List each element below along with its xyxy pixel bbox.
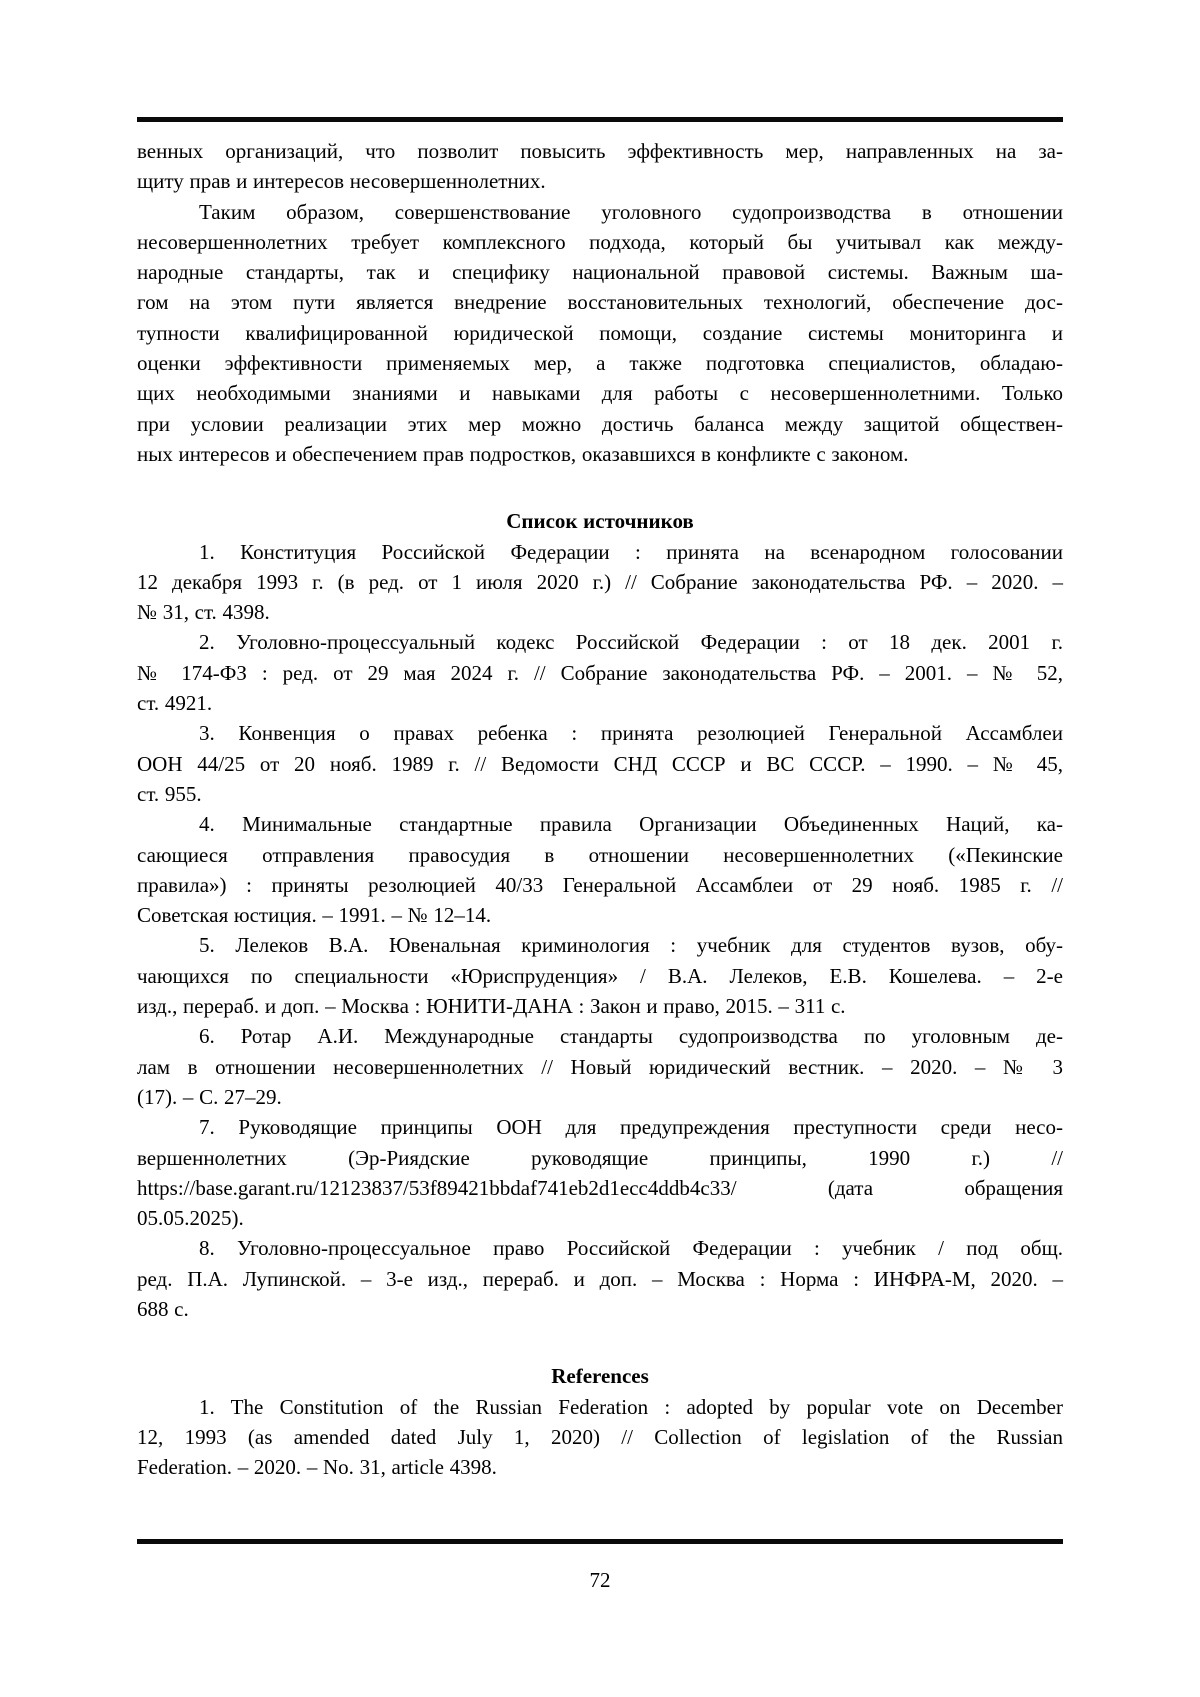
text-line: 688 с. (137, 1296, 189, 1321)
text-line: правила») : приняты резолюцией 40/33 Генеральной Ассамблеи от 29 нояб. 1985 г. // (137, 872, 1063, 897)
text-line: ных интересов и обеспечением прав подростков, оказавшихся в конфликте с законом. (137, 441, 909, 466)
text-line: лам в отношении несовершеннолетних // Новый юридический вестник. – 2020. – № 3 (137, 1054, 1063, 1079)
text-line: щих необходимыми знаниями и навыками для работы с несовершеннолетними. Только (137, 381, 1063, 406)
paragraph (137, 197, 1063, 470)
text-line: Federation. – 2020. – No. 31, article 4398. (137, 1455, 497, 1480)
text-line: 8. Уголовно-процессуальное право Российской Федерации : учебник / под общ. (199, 1236, 1063, 1261)
paragraph (137, 718, 1063, 809)
text-line: 5. Лелеков В.А. Ювенальная криминология : учебник для студентов вузов, обу- (199, 933, 1063, 958)
references-heading: References (551, 1364, 649, 1389)
text-line: 12 декабря 1993 г. (в ред. от 1 июля 2020 г.) // Собрание законодательства РФ. – 2020. – (137, 569, 1063, 594)
text-line: Таким образом, совершенствование уголовного судопроизводства в отношении (199, 199, 1063, 224)
paragraph (137, 627, 1063, 718)
text-line: ст. 955. (137, 781, 202, 806)
paragraph (137, 537, 1063, 628)
references-list (137, 1392, 1063, 1483)
text-line: 4. Минимальные стандартные правила Организации Объединенных Наций, ка- (199, 812, 1063, 837)
sources-heading: Список источников (506, 509, 694, 534)
paragraph (137, 809, 1063, 930)
paragraph (137, 1392, 1063, 1483)
text-line: вершеннолетних (Эр-Риядские руководящие принципы, 1990 г.) // (137, 1145, 1063, 1170)
text-line: 1. Конституция Российской Федерации : принята на всенародном голосовании (199, 539, 1063, 564)
text-line: щиту прав и интересов несовершеннолетних. (137, 169, 546, 194)
footer-rule (137, 1539, 1063, 1544)
paragraph (137, 1112, 1063, 1233)
page-content (137, 136, 1063, 1482)
text-line: чающихся по специальности «Юриспруденция» / В.А. Лелеков, Е.В. Кошелева. – 2-е (137, 963, 1063, 988)
body-text (137, 136, 1063, 469)
paragraph (137, 136, 1063, 197)
text-line: венных организаций, что позволит повысить эффективность мер, направленных на за- (137, 139, 1063, 163)
text-line: сающиеся отправления правосудия в отношении несовершеннолетних («Пекинские (137, 842, 1063, 867)
text-line: ООН 44/25 от 20 нояб. 1989 г. // Ведомости СНД СССР и ВС СССР. – 1990. – № 45, (137, 751, 1063, 776)
text-line: оценки эффективности применяемых мер, а также подготовка специалистов, обладаю- (137, 351, 1063, 376)
paragraph (137, 1021, 1063, 1112)
text-line: https://base.garant.ru/12123837/53f89421bbdaf741eb2d1ecc4ddb4c33/ (дата обращения (137, 1175, 1063, 1200)
text-line: Советская юстиция. – 1991. – № 12–14. (137, 903, 492, 928)
text-line: 05.05.2025). (137, 1206, 244, 1231)
text-line: ст. 4921. (137, 691, 213, 716)
paragraph (137, 1233, 1063, 1324)
text-line: 3. Конвенция о правах ребенка : принята резолюцией Генеральной Ассамблеи (199, 721, 1063, 746)
sources-list (137, 537, 1063, 1325)
text-line: № 31, ст. 4398. (137, 600, 270, 625)
text-line: при условии реализации этих мер можно достичь баланса между защитой обществен- (137, 411, 1063, 436)
text-line: изд., перераб. и доп. – Москва : ЮНИТИ-ДАНА : Закон и право, 2015. – 311 с. (137, 994, 846, 1019)
text-line: ред. П.А. Лупинской. – 3-е изд., перераб. и доп. – Москва : Норма : ИНФРА-М, 2020. – (137, 1266, 1063, 1291)
text-line: 12, 1993 (as amended dated July 1, 2020) // Collection of legislation of the Russian (137, 1424, 1063, 1449)
text-line: (17). – С. 27–29. (137, 1084, 282, 1109)
page-number: 72 (589, 1568, 611, 1592)
text-line: № 174-ФЗ : ред. от 29 мая 2024 г. // Собрание законодательства РФ. – 2001. – № 52, (137, 660, 1063, 685)
text-line: 6. Ротар А.И. Международные стандарты судопроизводства по уголовным де- (199, 1024, 1063, 1049)
text-line: 7. Руководящие принципы ООН для предупреждения преступности среди несо- (199, 1115, 1063, 1140)
text-line: 2. Уголовно-процессуальный кодекс Российской Федерации : от 18 дек. 2001 г. (199, 630, 1063, 655)
paragraph (137, 930, 1063, 1021)
text-line: несовершеннолетних требует комплексного подхода, который бы учитывал как между- (137, 229, 1063, 254)
text-line: тупности квалифицированной юридической помощи, создание системы мониторинга и (137, 320, 1063, 345)
text-line: гом на этом пути является внедрение восстановительных технологий, обеспечение дос- (137, 290, 1063, 315)
text-line: народные стандарты, так и специфику национальной правовой системы. Важным ша- (137, 260, 1063, 285)
header-rule (137, 117, 1063, 122)
text-line: 1. The Constitution of the Russian Federation : adopted by popular vote on December (199, 1394, 1063, 1419)
